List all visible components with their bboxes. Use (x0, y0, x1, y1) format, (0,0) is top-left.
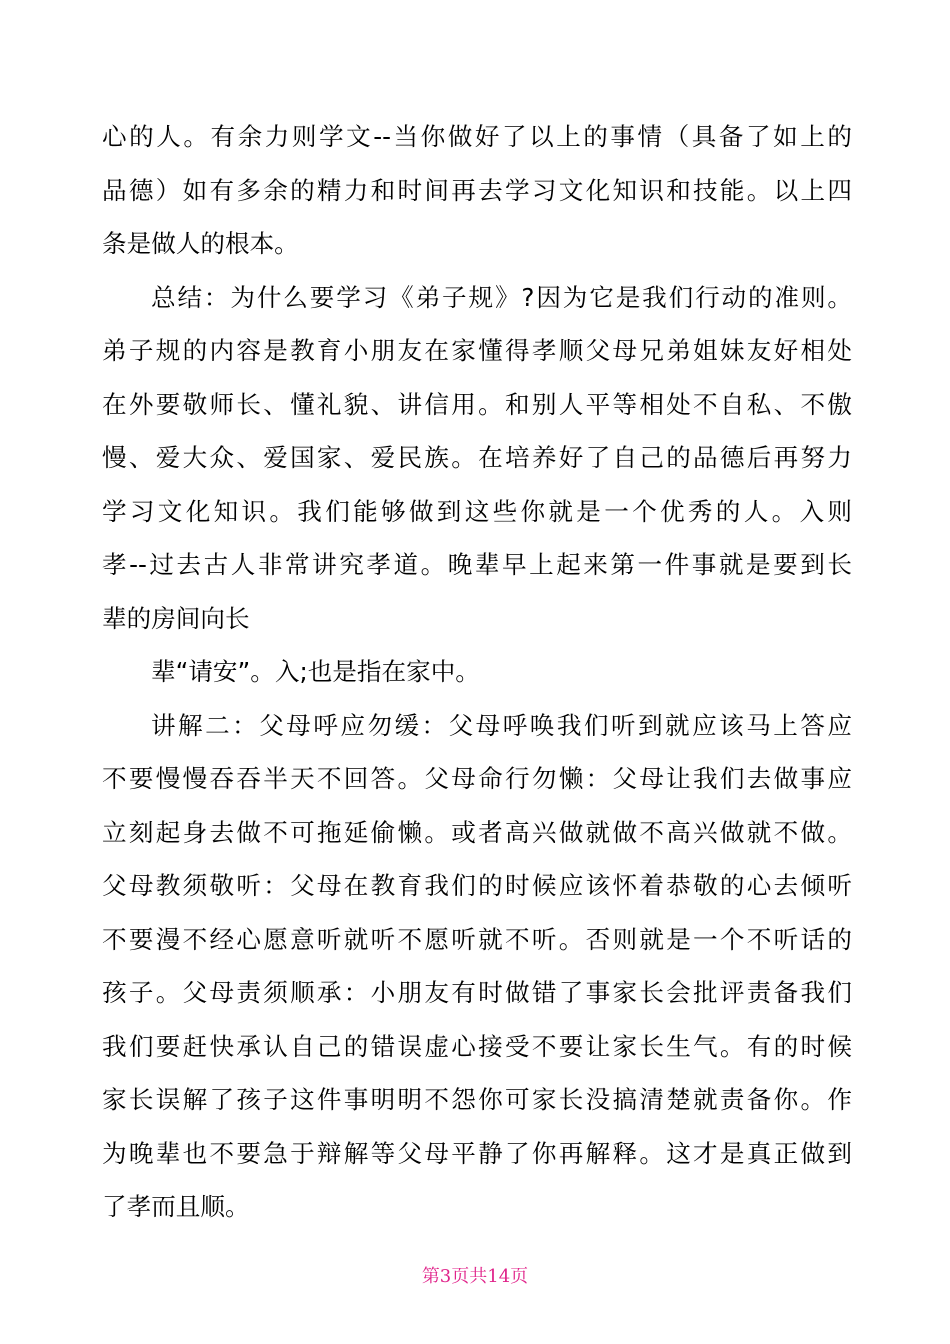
text-line: 条是做人的根本。 (102, 229, 299, 258)
text-line: 慢、爱大众、爱国家、爱民族。在培养好了自己的品德后再努力 (102, 443, 852, 472)
body-text (102, 110, 852, 1234)
text-line: 学习文化知识。我们能够做到这些你就是一个优秀的人。入则 (102, 496, 852, 526)
text-line: 辈“请安”。入;也是指在家中。 (151, 657, 480, 686)
text-line: 不要漫不经心愿意听就听不愿听就不听。否则就是一个不听话的 (102, 924, 852, 954)
text-line: 在外要敬师长、懂礼貌、讲信用。和别人平等相处不自私、不傲 (102, 389, 852, 419)
text-line: 立刻起身去做不可拖延偷懒。或者高兴做就做不高兴做就不做。 (102, 817, 852, 847)
text-line: 心的人。有余力则学文--当你做好了以上的事情（具备了如上的 (102, 122, 852, 151)
text-line: 孝--过去古人非常讲究孝道。晚辈早上起来第一件事就是要到长 (102, 550, 852, 579)
text-line: 为晚辈也不要急于辩解等父母平静了你再解释。这才是真正做到 (102, 1138, 852, 1168)
text-line: 孩子。父母责须顺承：小朋友有时做错了事家长会批评责备我们 (102, 978, 852, 1007)
text-line: 我们要赶快承认自己的错误虚心接受不要让家长生气。有的时候 (102, 1031, 852, 1061)
text-line: 不要慢慢吞吞半天不回答。父母命行勿懒：父母让我们去做事应 (102, 764, 852, 793)
text-line: 了孝而且顺。 (102, 1192, 250, 1221)
page-number-footer: 第3页共14页 (421, 1266, 529, 1287)
text-line: 总结：为什么要学习《弟子规》?因为它是我们行动的准则。 (151, 282, 852, 312)
text-line: 家长误解了孩子这件事明明不怨你可家长没搞清楚就责备你。作 (102, 1085, 852, 1114)
text-line: 品德）如有多余的精力和时间再去学习文化知识和技能。以上四 (102, 175, 852, 205)
text-line: 讲解二：父母呼应勿缓：父母呼唤我们听到就应该马上答应 (151, 710, 852, 740)
text-line: 弟子规的内容是教育小朋友在家懂得孝顺父母兄弟姐妹友好相处 (102, 336, 852, 365)
text-line: 父母教须敬听：父母在教育我们的时候应该怀着恭敬的心去倾听 (102, 871, 852, 900)
text-line: 辈的房间向长 (102, 603, 250, 633)
